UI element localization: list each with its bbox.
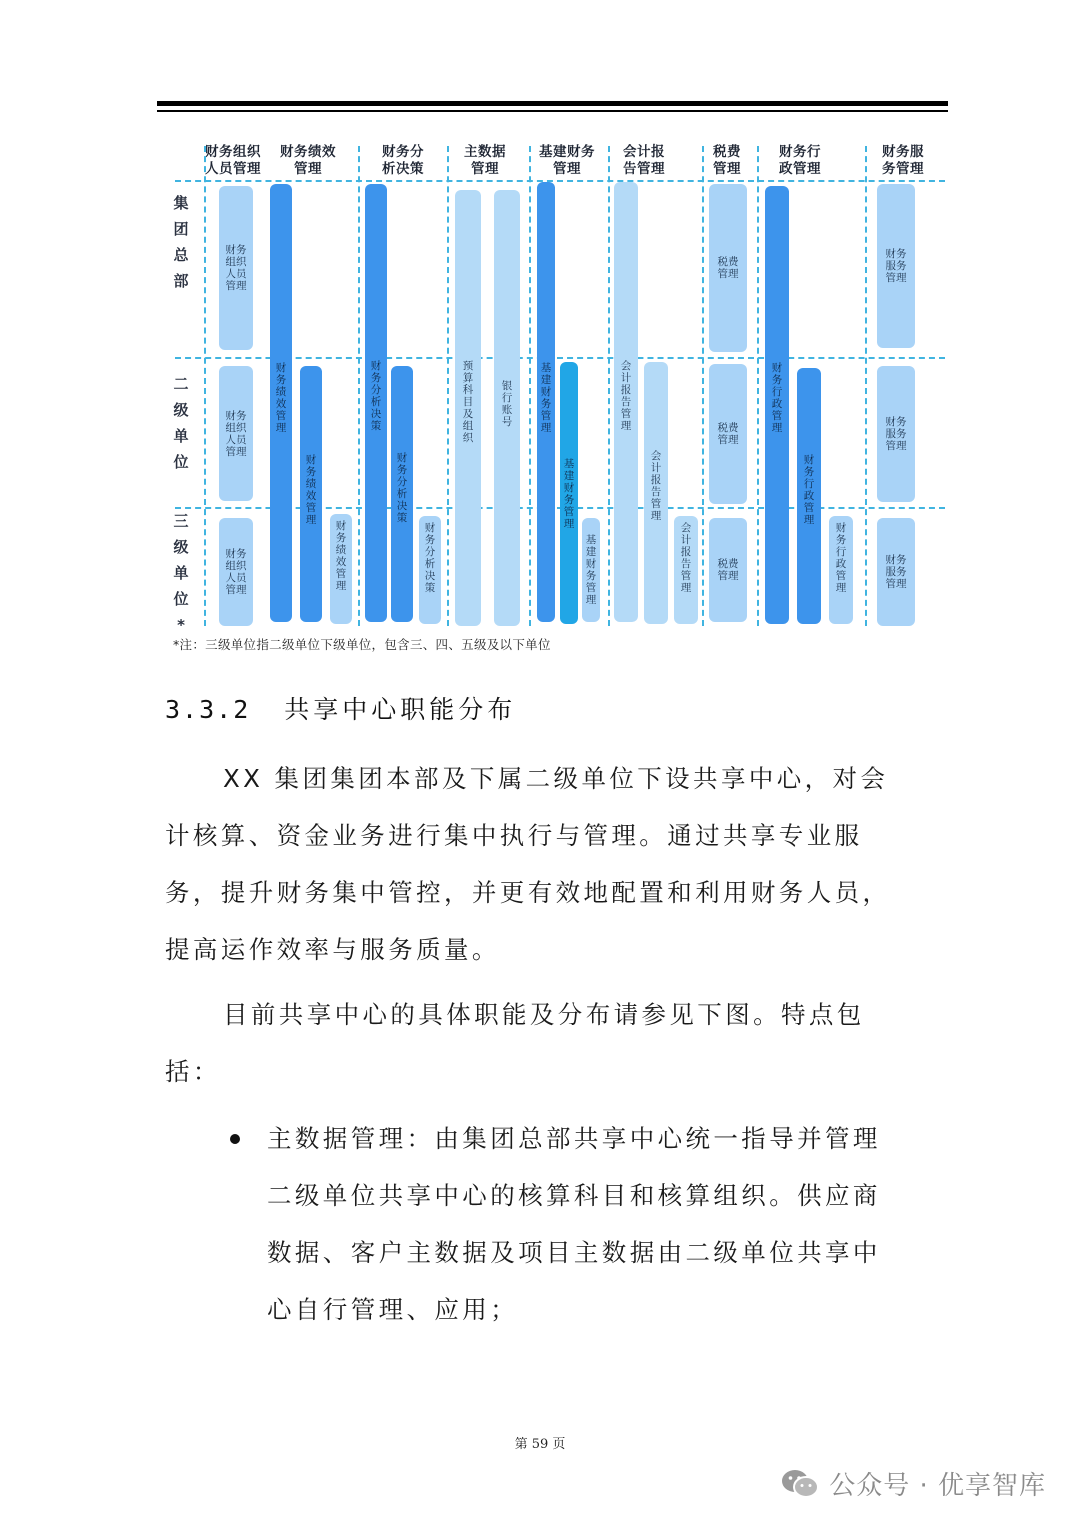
bar-performance-level3: 财 务 绩 效 管 理 [330,514,352,624]
bar-tax-level3: 税费 管理 [709,518,747,622]
section-title: 共享中心职能分布 [284,695,517,724]
column-header-performance: 财务绩效 管理 [280,144,336,177]
body-paragraph: XX 集团集团本部及下属二级单位下设共享中心，对会计核算、资金业务进行集中执行与管理。通过共享专业服务，提升财务集中管控，并更有效地配置和利用财务人员，提高运作效率与服务质量。 [165,764,891,964]
bullet-item: 主数据管理：由集团总部共享中心统一指导并管理二级单位共享中心的核算科目和核算组织。供应商数据、客户主数据及项目主数据由二级单位共享中心自行管理、应用； [267,1124,881,1324]
bar-org-level3: 财务 组织 人员 管理 [219,518,253,626]
column-divider [447,146,449,626]
column-header-capital: 基建财务 管理 [539,144,595,177]
bar-service-level2: 财务 服务 管理 [877,366,915,502]
column-header-service: 财务服 务管理 [882,144,924,177]
bar-master-data-bank: 银 行 账 号 [494,190,520,626]
bullet-dot [230,1134,240,1144]
bar-admin-hq: 财 务 行 政 管 理 [765,186,789,624]
bar-capital-level2: 基 建 财 务 管 理 [560,362,578,624]
header-rule-thin [157,110,948,112]
body-paragraph: 目前共享中心的具体职能及分布请参见下图。特点包括： [165,1000,865,1086]
bar-admin-level3: 财 务 行 政 管 理 [829,516,853,624]
bar-org-hq: 财务 组织 人员 管理 [219,186,253,350]
row-label-level2: 二 级 单 位 [173,375,189,471]
column-divider [608,146,610,626]
section-number: 3.3.2 [165,695,251,724]
bar-admin-level2: 财 务 行 政 管 理 [797,368,821,624]
function-distribution-diagram [157,138,948,652]
column-header-org: 财务组织 人员管理 [205,144,261,177]
page-number: 第 59 页 [514,1437,566,1452]
bar-reporting-level3: 会 计 报 告 管 理 [674,516,698,624]
bar-master-data-subjects: 预 算 科 目 及 组 织 [455,190,481,626]
bar-tax-level2: 税费 管理 [709,364,747,504]
wechat-icon [781,1468,819,1500]
column-divider [358,146,360,626]
column-header-tax: 税费 管理 [713,144,741,177]
bar-reporting-level2: 会 计 报 告 管 理 [644,362,668,624]
bar-service-hq: 财务 服务 管理 [877,184,915,348]
bar-capital-hq: 基 建 财 务 管 理 [537,182,555,622]
bar-analysis-hq: 财 务 分 析 决 策 [365,184,387,622]
watermark [781,1465,1046,1502]
watermark-text: 公众号 · 优享智库 [829,1471,1046,1501]
column-divider [757,146,759,626]
bar-analysis-level3: 财 务 分 析 决 策 [419,516,441,624]
column-header-reporting: 会计报 告管理 [623,144,665,177]
bar-org-level2: 财务 组织 人员 管理 [219,366,253,501]
row-label-level3: 三 级 单 位 * [173,512,189,634]
column-header-master-data: 主数据 管理 [464,144,506,177]
bar-analysis-level2: 财 务 分 析 决 策 [391,366,413,622]
bar-tax-hq: 税费 管理 [709,184,747,352]
bar-service-level3: 财务 服务 管理 [877,518,915,626]
header-rule-thick [157,101,948,106]
column-header-admin: 财务行 政管理 [779,144,821,177]
column-divider [529,146,531,626]
bar-capital-level3: 基 建 财 务 管 理 [582,518,600,622]
row-divider [175,180,945,182]
bar-performance-hq: 财 务 绩 效 管 理 [270,184,292,622]
section-heading [165,690,516,726]
bar-performance-level2: 财 务 绩 效 管 理 [300,366,322,622]
diagram-footnote: *注：三级单位指二级单位下级单位，包含三、四、五级及以下单位 [173,637,551,652]
row-label-hq: 集 团 总 部 [173,194,189,290]
column-divider [865,146,867,626]
column-divider [702,146,704,626]
bar-reporting-hq: 会 计 报 告 管 理 [614,182,638,622]
column-divider [204,146,206,626]
column-header-analysis: 财务分 析决策 [382,144,424,177]
